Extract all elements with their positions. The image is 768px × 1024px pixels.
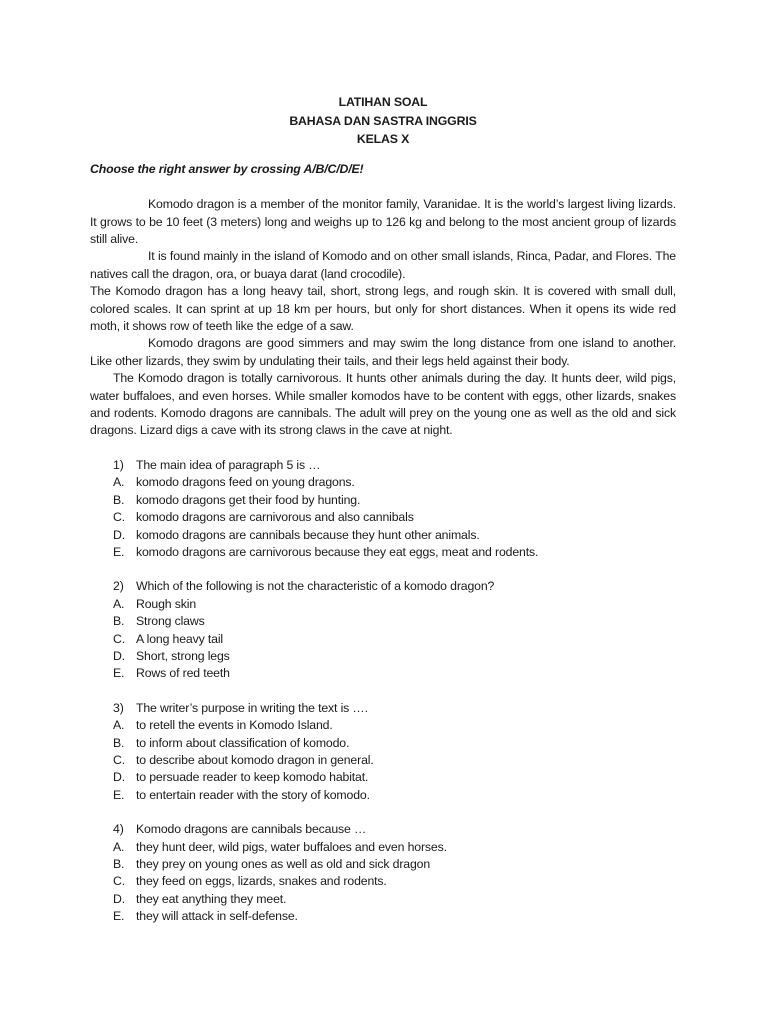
option-text: Rows of red teeth [136,666,230,681]
option-letter: E. [113,544,125,559]
passage-paragraph-5: The Komodo dragon is totally carnivorous. It hunts other animals during the day. It hunts deer, wild pigs, water buffaloes, and even horses. While smaller komodos have to be content with eggs, other lizards, snakes and rodents. Komodo dragons are cannibals. The adult will prey on the young one as well as the old and sick dragons. Lizard digs a cave with its strong claws in the cave at night. [90,371,676,438]
question-4 [90,821,676,925]
answer-option [90,631,676,648]
question-stem [90,700,676,717]
option-text: to inform about classification of komodo. [136,735,350,750]
question-number: 3) [113,700,124,715]
question-text: The writer’s purpose in writing the text is …. [136,700,368,715]
option-letter: E. [113,787,125,802]
option-letter: B. [113,857,125,871]
option-letter: A. [113,718,125,733]
question-text: The main idea of paragraph 5 is … [136,457,321,472]
question-stem [90,821,676,838]
option-text: komodo dragons feed on young dragons. [136,475,355,490]
question-3 [90,700,676,804]
answer-option [90,492,676,509]
answer-option [90,544,676,561]
question-number: 1) [113,457,124,472]
option-letter: D. [113,891,125,906]
option-text: A long heavy tail [136,631,224,646]
option-letter: A. [113,839,125,854]
option-letter: E. [113,666,125,681]
option-text: they feed on eggs, lizards, snakes and rodents. [136,874,387,889]
question-1 [90,457,676,561]
passage-paragraph-3: The Komodo dragon has a long heavy tail, short, strong legs, and rough skin. It is covered with small dull, colored scales. It can sprint at up 18 km per hours, but only for short distances. When it opens its wide red moth, it shows row of teeth like the edge of a saw. [90,284,676,334]
answer-option [90,613,676,630]
passage-paragraph-2: It is found mainly in the island of Komodo and on other small islands, Rinca, Padar, and Flores. The natives call the dragon, ora, or buaya darat (land crocodile). [90,249,676,281]
instruction-text: Choose the right answer by crossing A/B/C/D/E! [90,161,364,176]
question-text: Komodo dragons are cannibals because … [136,822,367,837]
option-letter: B. [113,735,125,750]
option-letter: C. [113,631,125,646]
option-letter: D. [113,770,125,785]
passage-paragraph-4: Komodo dragons are good simmers and may swim the long distance from one island to another. Like other lizards, they swim by undulating their tails, and their legs held against their body. [90,336,676,368]
option-text: to persuade reader to keep komodo habitat. [136,770,369,785]
option-text: they will attack in self-defense. [136,909,298,924]
question-number: 4) [113,822,124,837]
option-text: Short, strong legs [136,648,230,663]
option-letter: A. [113,475,125,490]
header-class: KELAS X [356,132,410,147]
option-letter: D. [113,648,125,663]
option-letter: C. [113,510,125,525]
option-letter: C. [113,874,125,889]
header-title: LATIHAN SOAL [338,95,428,109]
question-text: Which of the following is not the characteristic of a komodo dragon? [136,579,495,594]
option-text: to describe about komodo dragon in general. [136,752,374,767]
option-letter: C. [113,752,125,767]
answer-option [90,474,676,491]
option-text: komodo dragons are cannibals because they hunt other animals. [136,527,480,542]
option-letter: D. [113,527,125,542]
answer-option [90,891,676,908]
answer-option [90,856,676,873]
option-text: they hunt deer, wild pigs, water buffaloes and even horses. [136,839,447,854]
option-text: komodo dragons get their food by hunting. [136,492,361,507]
question-list [90,457,676,926]
option-text: to retell the events in Komodo Island. [136,718,333,733]
answer-option [90,527,676,544]
option-letter: A. [113,596,125,611]
answer-option [90,873,676,890]
answer-option [90,769,676,786]
answer-option [90,908,676,925]
option-letter: B. [113,614,125,629]
answer-option [90,509,676,526]
option-text: they eat anything they meet. [136,891,287,906]
question-stem [90,578,676,595]
answer-option [90,665,676,682]
answer-option [90,752,676,769]
option-letter: B. [113,492,125,507]
option-text: Rough skin [136,596,197,611]
option-text: komodo dragons are carnivorous and also cannibals [136,510,414,525]
option-text: they prey on young ones as well as old and sick dragon [136,857,431,871]
reading-passage [90,196,676,440]
answer-option [90,596,676,613]
document-page [90,93,676,943]
question-stem [90,457,676,474]
option-text: to entertain reader with the story of komodo. [136,787,370,802]
option-letter: E. [113,909,125,924]
document-header [90,93,676,149]
passage-paragraph-1: Komodo dragon is a member of the monitor family, Varanidae. It is the world’s largest living lizards. It grows to be 10 feet (3 meters) long and weighs up to 126 kg and belong to the most ancient group of lizards still alive. [90,197,676,246]
answer-option [90,787,676,804]
answer-option [90,717,676,734]
answer-option [90,839,676,856]
option-text: komodo dragons are carnivorous because they eat eggs, meat and rodents. [136,544,539,559]
header-subject: BAHASA DAN SASTRA INGGRIS [289,113,477,128]
question-number: 2) [113,579,124,594]
question-2 [90,578,676,682]
answer-option [90,648,676,665]
answer-option [90,735,676,752]
option-text: Strong claws [136,614,205,629]
